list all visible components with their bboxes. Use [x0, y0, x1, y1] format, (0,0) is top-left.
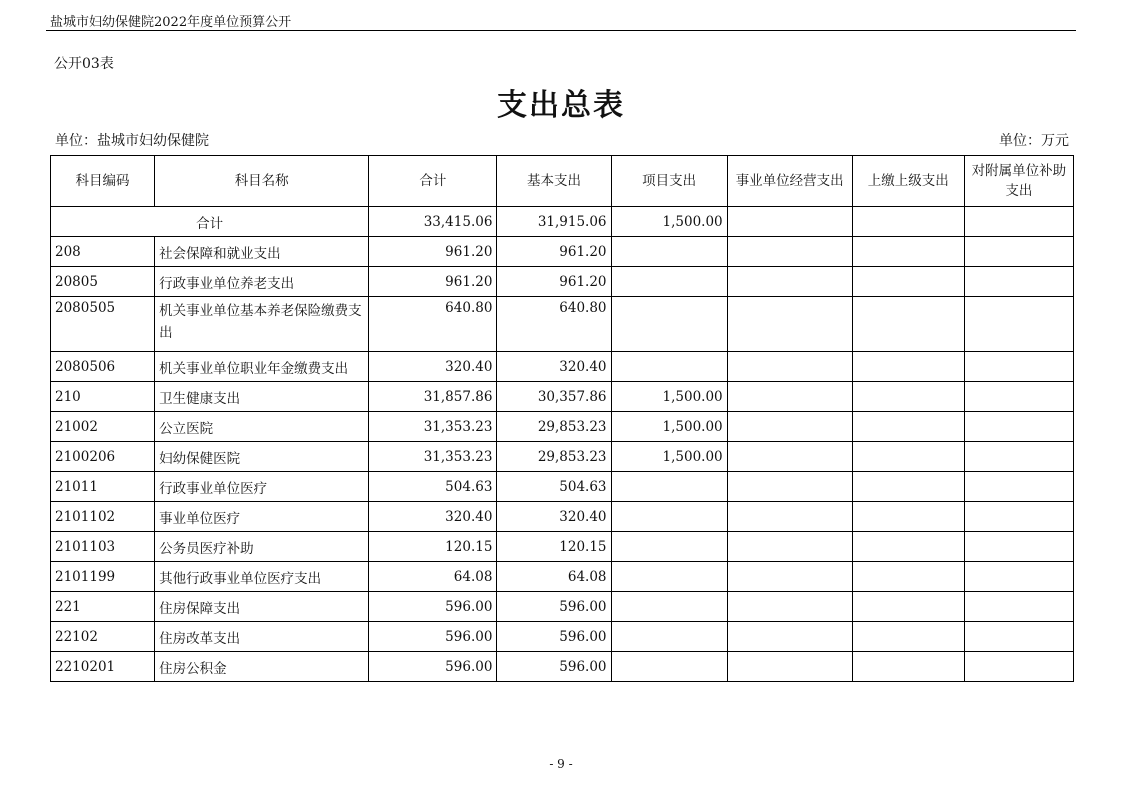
table-row [51, 622, 1074, 652]
page-number: - 9 - [549, 757, 573, 771]
cell-upper [852, 267, 964, 297]
table-row [51, 532, 1074, 562]
cell-upper [852, 502, 964, 532]
cell-basic: 961.20 [497, 267, 611, 297]
cell-total: 64.08 [369, 562, 497, 592]
cell-upper [852, 622, 964, 652]
cell-upper [852, 297, 964, 352]
cell-total: 596.00 [369, 652, 497, 682]
total-amount: 33,415.06 [369, 207, 497, 237]
table-row [51, 237, 1074, 267]
cell-name: 公务员医疗补助 [155, 532, 369, 562]
cell-project [611, 297, 727, 352]
cell-subsidy [964, 592, 1073, 622]
cell-upper [852, 412, 964, 442]
cell-basic: 504.63 [497, 472, 611, 502]
cell-project [611, 352, 727, 382]
cell-upper [852, 237, 964, 267]
cell-name: 机关事业单位职业年金缴费支出 [155, 352, 369, 382]
total-row [51, 207, 1074, 237]
cell-subsidy [964, 237, 1073, 267]
cell-operating [727, 267, 852, 297]
cell-operating [727, 652, 852, 682]
total-basic: 31,915.06 [497, 207, 611, 237]
cell-basic: 64.08 [497, 562, 611, 592]
column-header: 对附属单位补助支出 [964, 156, 1073, 207]
cell-upper [852, 592, 964, 622]
table-row [51, 592, 1074, 622]
cell-project [611, 267, 727, 297]
cell-name: 住房改革支出 [155, 622, 369, 652]
cell-total: 320.40 [369, 502, 497, 532]
cell-code: 20805 [51, 267, 155, 297]
cell-total: 640.80 [369, 297, 497, 352]
total-label: 合计 [51, 207, 369, 237]
table-row [51, 652, 1074, 682]
cell-project [611, 622, 727, 652]
cell-total: 961.20 [369, 237, 497, 267]
cell-upper [852, 472, 964, 502]
expenditure-table [50, 155, 1074, 682]
table-row [51, 412, 1074, 442]
total-operating [727, 207, 852, 237]
page-title: 支出总表 [497, 88, 625, 123]
cell-project [611, 532, 727, 562]
table-row [51, 267, 1074, 297]
cell-operating [727, 532, 852, 562]
cell-operating [727, 442, 852, 472]
cell-name: 妇幼保健医院 [155, 442, 369, 472]
cell-operating [727, 622, 852, 652]
cell-basic: 30,357.86 [497, 382, 611, 412]
cell-code: 2101199 [51, 562, 155, 592]
cell-project: 1,500.00 [611, 412, 727, 442]
table-header-row [51, 156, 1074, 207]
table-code: 公开03表 [54, 56, 114, 72]
cell-code: 208 [51, 237, 155, 267]
cell-subsidy [964, 502, 1073, 532]
column-header: 科目名称 [155, 156, 369, 207]
cell-upper [852, 382, 964, 412]
cell-name: 行政事业单位医疗 [155, 472, 369, 502]
cell-basic: 596.00 [497, 622, 611, 652]
cell-subsidy [964, 472, 1073, 502]
cell-project [611, 562, 727, 592]
cell-project [611, 652, 727, 682]
cell-upper [852, 652, 964, 682]
cell-upper [852, 352, 964, 382]
column-header: 事业单位经营支出 [727, 156, 852, 207]
cell-total: 120.15 [369, 532, 497, 562]
cell-project [611, 472, 727, 502]
cell-operating [727, 237, 852, 267]
cell-subsidy [964, 267, 1073, 297]
cell-upper [852, 562, 964, 592]
cell-code: 2101103 [51, 532, 155, 562]
unit-name: 单位：盐城市妇幼保健院 [55, 133, 209, 149]
cell-code: 2210201 [51, 652, 155, 682]
cell-project [611, 237, 727, 267]
running-header-title: 盐城市妇幼保健院2022年度单位预算公开 [50, 15, 292, 30]
cell-operating [727, 382, 852, 412]
currency-unit: 单位：万元 [999, 133, 1069, 149]
cell-project: 1,500.00 [611, 382, 727, 412]
cell-code: 2080505 [51, 297, 155, 352]
cell-basic: 320.40 [497, 502, 611, 532]
total-upper [852, 207, 964, 237]
table-row [51, 562, 1074, 592]
table-row [51, 442, 1074, 472]
column-header: 科目编码 [51, 156, 155, 207]
cell-code: 2100206 [51, 442, 155, 472]
cell-total: 31,353.23 [369, 412, 497, 442]
cell-name: 行政事业单位养老支出 [155, 267, 369, 297]
cell-name: 公立医院 [155, 412, 369, 442]
cell-subsidy [964, 412, 1073, 442]
cell-operating [727, 592, 852, 622]
cell-basic: 29,853.23 [497, 442, 611, 472]
cell-operating [727, 472, 852, 502]
cell-total: 320.40 [369, 352, 497, 382]
column-header: 基本支出 [497, 156, 611, 207]
cell-code: 21011 [51, 472, 155, 502]
cell-name: 机关事业单位基本养老保险缴费支出 [155, 297, 369, 352]
cell-code: 21002 [51, 412, 155, 442]
cell-operating [727, 502, 852, 532]
cell-basic: 29,853.23 [497, 412, 611, 442]
cell-operating [727, 562, 852, 592]
cell-subsidy [964, 622, 1073, 652]
cell-operating [727, 352, 852, 382]
cell-basic: 596.00 [497, 592, 611, 622]
cell-subsidy [964, 382, 1073, 412]
cell-operating [727, 412, 852, 442]
cell-subsidy [964, 652, 1073, 682]
cell-operating [727, 297, 852, 352]
cell-total: 596.00 [369, 622, 497, 652]
cell-basic: 961.20 [497, 237, 611, 267]
column-header: 合计 [369, 156, 497, 207]
column-header: 项目支出 [611, 156, 727, 207]
cell-upper [852, 442, 964, 472]
table-row [51, 382, 1074, 412]
column-header: 上缴上级支出 [852, 156, 964, 207]
cell-total: 31,353.23 [369, 442, 497, 472]
cell-name: 住房保障支出 [155, 592, 369, 622]
cell-subsidy [964, 442, 1073, 472]
cell-code: 2080506 [51, 352, 155, 382]
cell-total: 31,857.86 [369, 382, 497, 412]
cell-basic: 120.15 [497, 532, 611, 562]
cell-basic: 320.40 [497, 352, 611, 382]
table-row [51, 352, 1074, 382]
cell-subsidy [964, 352, 1073, 382]
cell-project [611, 502, 727, 532]
total-project: 1,500.00 [611, 207, 727, 237]
table-row [51, 297, 1074, 352]
total-subsidy [964, 207, 1073, 237]
cell-subsidy [964, 297, 1073, 352]
cell-subsidy [964, 562, 1073, 592]
cell-total: 504.63 [369, 472, 497, 502]
table-row [51, 472, 1074, 502]
cell-code: 22102 [51, 622, 155, 652]
cell-name: 住房公积金 [155, 652, 369, 682]
cell-name: 社会保障和就业支出 [155, 237, 369, 267]
table-row [51, 502, 1074, 532]
cell-total: 596.00 [369, 592, 497, 622]
header-rule [46, 30, 1076, 31]
cell-upper [852, 532, 964, 562]
cell-name: 其他行政事业单位医疗支出 [155, 562, 369, 592]
cell-name: 卫生健康支出 [155, 382, 369, 412]
cell-project [611, 592, 727, 622]
cell-code: 221 [51, 592, 155, 622]
cell-basic: 640.80 [497, 297, 611, 352]
cell-code: 2101102 [51, 502, 155, 532]
cell-code: 210 [51, 382, 155, 412]
cell-total: 961.20 [369, 267, 497, 297]
cell-subsidy [964, 532, 1073, 562]
cell-basic: 596.00 [497, 652, 611, 682]
cell-name: 事业单位医疗 [155, 502, 369, 532]
cell-project: 1,500.00 [611, 442, 727, 472]
